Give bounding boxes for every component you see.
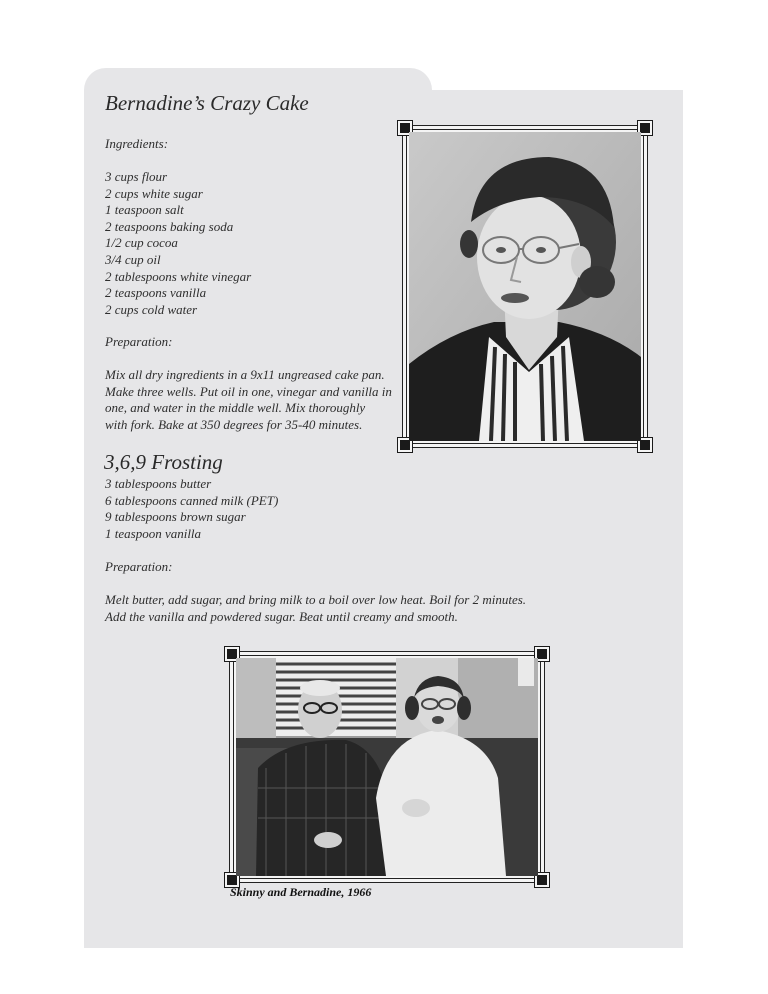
couple-image: [236, 658, 538, 876]
couple-photo-frame: [229, 651, 545, 883]
frosting-preparation-heading: Preparation:: [105, 559, 173, 574]
list-item: 2 cups cold water: [105, 301, 198, 317]
list-item: 2 teaspoons vanilla: [105, 285, 207, 301]
preparation-heading: Preparation:: [105, 334, 173, 349]
couple-photo: [236, 658, 538, 876]
preparation-line: one, and water in the middle well. Mix thoroughly: [105, 400, 366, 416]
list-item: 6 tablespoons canned milk (PET): [105, 492, 279, 508]
list-item: 1 teaspoon salt: [105, 202, 184, 218]
portrait-image: [409, 132, 641, 441]
preparation-line: Make three wells. Put oil in one, vinegar and vanilla in: [105, 383, 392, 399]
list-item: 2 teaspoons baking soda: [105, 218, 234, 234]
list-item: 3 cups flour: [105, 169, 168, 184]
list-item: 3 tablespoons butter: [105, 476, 212, 491]
frosting-ingredients-list: [105, 476, 278, 542]
list-item: 1/2 cup cocoa: [105, 235, 178, 251]
preparation-line: Mix all dry ingredients in a 9x11 ungreased cake pan.: [105, 367, 385, 382]
preparation-line: Melt butter, add sugar, and bring milk to a boil over low heat. Boil for 2 minutes.: [105, 592, 527, 607]
ingredients-list: [105, 169, 251, 318]
frosting-title: 3,6,9 Frosting: [104, 450, 223, 474]
list-item: 2 cups white sugar: [105, 185, 203, 201]
photo-caption: Skinny and Bernadine, 1966: [230, 885, 372, 899]
frosting-preparation-text: [105, 592, 526, 625]
preparation-text: [105, 367, 392, 433]
portrait-photo-frame: [402, 125, 648, 448]
portrait-photo: [409, 132, 641, 441]
preparation-line: with fork. Bake at 350 degrees for 35-40 minutes.: [105, 416, 363, 432]
list-item: 2 tablespoons white vinegar: [105, 268, 252, 284]
list-item: 3/4 cup oil: [105, 251, 161, 267]
recipe-title: Bernadine’s Crazy Cake: [105, 91, 309, 115]
ingredients-heading: Ingredients:: [105, 136, 169, 151]
list-item: 9 tablespoons brown sugar: [105, 509, 246, 525]
preparation-line: Add the vanilla and powdered sugar. Beat until creamy and smooth.: [105, 608, 458, 624]
list-item: 1 teaspoon vanilla: [105, 525, 202, 541]
